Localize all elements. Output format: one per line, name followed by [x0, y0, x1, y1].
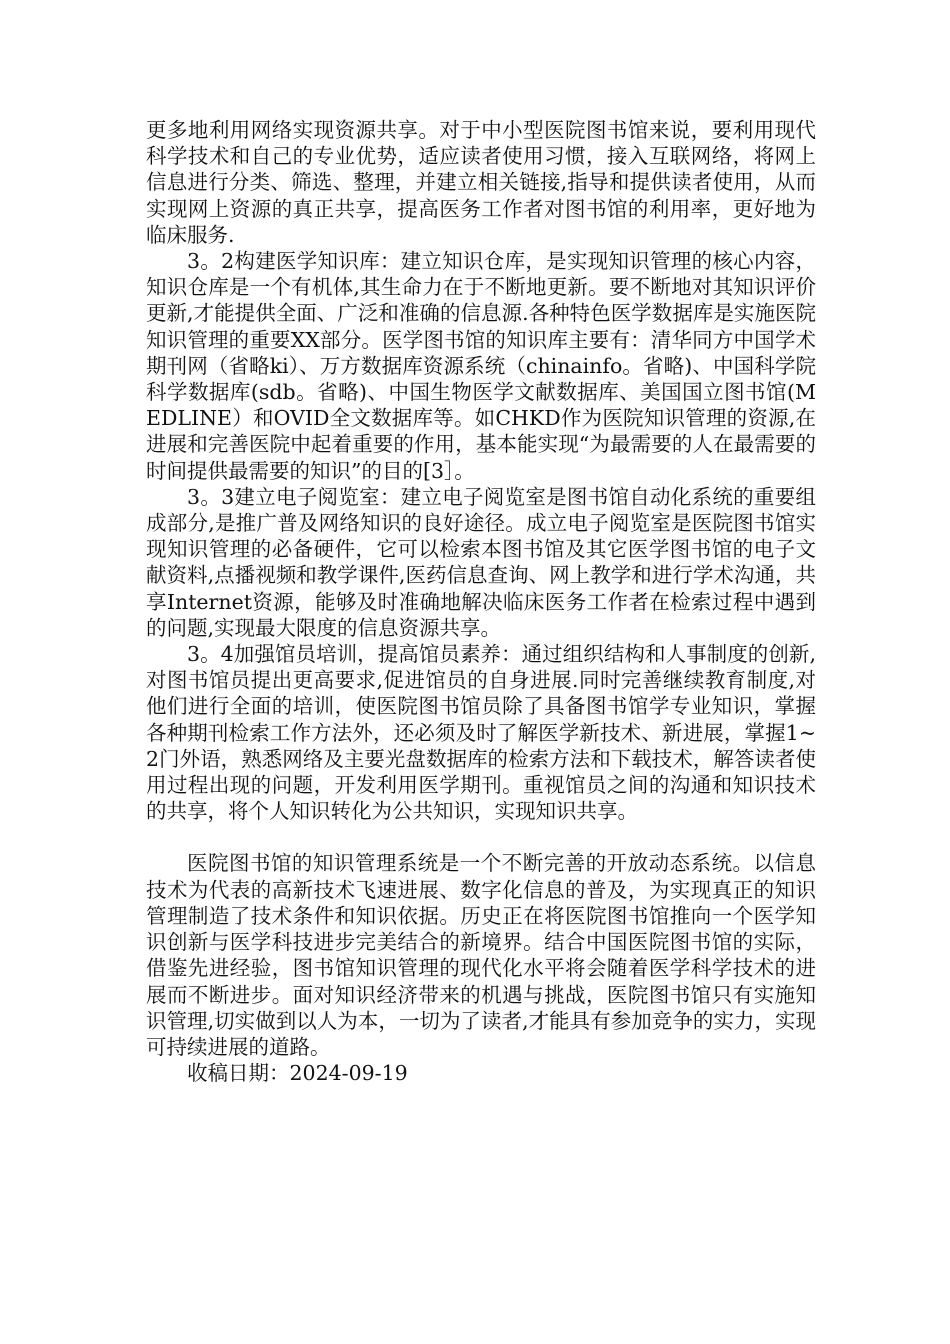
paragraph-intro-continued: 更多地利用网络实现资源共享。对于中小型医院图书馆来说，要利用现代科学技术和自己的专业优势，适应读者使用习惯，接入互联网络，将网上信息进行分类、筛选、整理，并建立相关链接,指导和提供读者使用，从而实现网上资源的真正共享，提高医务工作者对图书馆的利用率，更好地为临床服务.	[146, 118, 816, 247]
document-page	[146, 117, 816, 1086]
paragraph-section-3-2: 3。2构建医学知识库：建立知识仓库，是实现知识管理的核心内容，知识仓库是一个有机体,其生命力在于不断地更新。要不断地对其知识评价更新,才能提供全面、广泛和准确的信息源.各种特色医学数据库是实施医院知识管理的重要XX部分。医学图书馆的知识库主要有：清华同方中国学术期刊网（省略ki）、万方数据库资源系统（chinainfo。省略)、中国科学院科学数据库(sdb。省略)、中国生物医学文献数据库、美国国立图书馆(MEDLINE）和OVID全文数据库等。如CHKD作为医院知识管理的资源,在进展和完善医院中起着重要的作用，基本能实现“为最需要的人在最需要的时间提供最需要的知识”的目的[3］。	[146, 249, 816, 483]
paragraph-spacer	[146, 824, 816, 850]
paragraph-section-3-3: 3。3建立电子阅览室：建立电子阅览室是图书馆自动化系统的重要组成部分,是推广普及网络知识的良好途径。成立电子阅览室是医院图书馆实现知识管理的必备硬件，它可以检索本图书馆及其它医学图书馆的电子文献资料,点播视频和教学课件,医药信息查询、网上教学和进行学术沟通，共享Internet资源，能够及时准确地解决临床医务工作者在检索过程中遇到的问题,实现最大限度的信息资源共享。	[146, 484, 816, 640]
paragraph-conclusion: 医院图书馆的知识管理系统是一个不断完善的开放动态系统。以信息技术为代表的高新技术飞速进展、数字化信息的普及，为实现真正的知识管理制造了技术条件和知识依据。历史正在将医院图书馆推向一个医学知识创新与医学科技进步完美结合的新境界。结合中国医院图书馆的实际，借鉴先进经验，图书馆知识管理的现代化水平将会随着医学科学技术的进展而不断进步。面对知识经济带来的机遇与挑战，医院图书馆只有实施知识管理,切实做到以人为本，一切为了读者,才能具有参加竞争的实力，实现可持续进展的道路。	[146, 851, 816, 1059]
received-date: 收稿日期：2024-09-19	[187, 1061, 408, 1086]
paragraph-section-3-4: 3。4加强馆员培训，提高馆员素养：通过组织结构和人事制度的创新,对图书馆员提出更高要求,促进馆员的自身进展.同时完善继续教育制度,对他们进行全面的培训，使医院图书馆员除了具备图书馆学专业知识，掌握各种期刊检索工作方法外，还必须及时了解医学新技术、新进展，掌握1~2门外语，熟悉网络及主要光盘数据库的检索方法和下载技术，解答读者使用过程出现的问题，开发利用医学期刊。重视馆员之间的沟通和知识技术的共享，将个人知识转化为公共知识，实现知识共享。	[146, 642, 816, 824]
